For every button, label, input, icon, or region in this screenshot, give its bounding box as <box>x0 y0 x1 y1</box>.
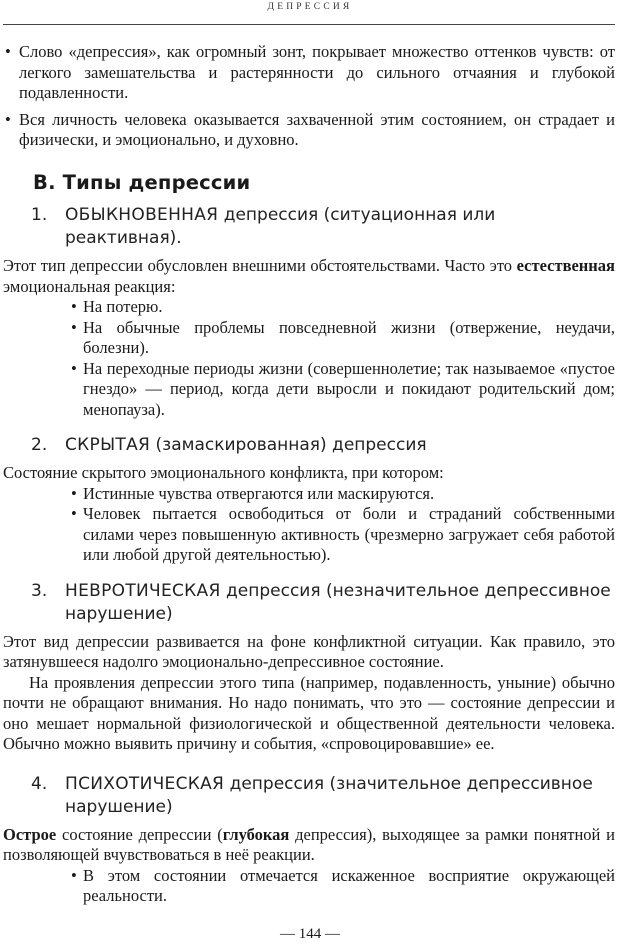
type-heading-3: 3. НЕВРОТИЧЕСКАЯ депрессия (незначительное депрессивное нарушение) <box>31 580 611 624</box>
bullet-icon: • <box>71 297 77 316</box>
page-number: — 144 — <box>280 926 340 942</box>
bullet-icon: • <box>71 865 77 885</box>
bullet-icon: • <box>71 483 77 503</box>
list-item: • На переходные периоды жизни (совершеннолетие; так называемое «пустое гнездо» — период, когда дети выросли и покидают родительский дом; менопауза). <box>71 358 615 419</box>
type-4-paragraph: Острое состояние депрессии (глубокая депрессия), выходящее за рамки понятной и позволяющей вчувствоваться в неё реакции. <box>3 824 615 864</box>
type-1-paragraph: Этот тип депрессии обусловлен внешними обстоятельствами. Часто это естественная эмоциональная реакция: <box>3 256 615 296</box>
type-3-paragraph-1: Этот вид депрессии развивается на фоне конфликтной ситуации. Как правило, это затянувшееся надолго эмоционально-депрессивное состояние. <box>3 631 615 671</box>
list-item: • Человек пытается освободиться от боли и страданий собственными силами через повышенную активность (чрезмерно загружает себя работой или любой другой деятельностью). <box>71 504 615 564</box>
type-3-paragraph-2: На проявления депрессии этого типа (например, подавленность, уныние) обычно почти не обращают внимания. Но надо понимать, что это — состояние депрессии и оно мешает нормальной физиологической и общественной деятельности человека. Обычно можно выявить причину и события, «спровоцировавшие» ее. <box>3 672 615 753</box>
bullet-icon: • <box>5 42 11 61</box>
bullet-icon: • <box>71 504 77 523</box>
running-header: ДЕПРЕССИЯ <box>267 2 353 12</box>
bullet-icon: • <box>5 109 11 129</box>
section-title: В. Типы депрессии <box>33 170 251 194</box>
type-heading-4: 4. ПСИХОТИЧЕСКАЯ депрессия (значительное депрессивное нарушение) <box>31 773 593 817</box>
type-2-paragraph: Состояние скрытого эмоционального конфликта, при котором: <box>3 463 444 482</box>
bullet-icon: • <box>71 317 77 337</box>
type-4-list <box>71 866 615 907</box>
intro-bullet: • Вся личность человека оказывается захваченной этим состоянием, он страдает и физически, и эмоционально, и духовно. <box>5 109 615 149</box>
bullet-icon: • <box>71 358 77 378</box>
list-item: • В этом состоянии отмечается искаженное восприятие окружающей реальности. <box>71 865 615 905</box>
header-rule <box>3 24 615 25</box>
type-heading-1: 1. ОБЫКНОВЕННАЯ депрессия (ситуационная или реактивная). <box>31 205 496 248</box>
list-item: • На потерю. <box>71 297 163 316</box>
intro-bullet: • Слово «депрессия», как огромный зонт, покрывает множество оттенков чувств: от легкого замешательства и растерянности до сильного отчаяния и глубокой подавленности. <box>5 42 615 102</box>
list-item: • На обычные проблемы повседневной жизни (отвержение, неудачи, болезни). <box>71 317 615 357</box>
type-2-list <box>71 484 615 566</box>
type-1-list <box>71 297 615 420</box>
list-item: • Истинные чувства отвергаются или маскируются. <box>71 483 435 503</box>
type-heading-2: 2. СКРЫТАЯ (замаскированная) депрессия <box>31 435 427 455</box>
page-content <box>3 42 615 907</box>
